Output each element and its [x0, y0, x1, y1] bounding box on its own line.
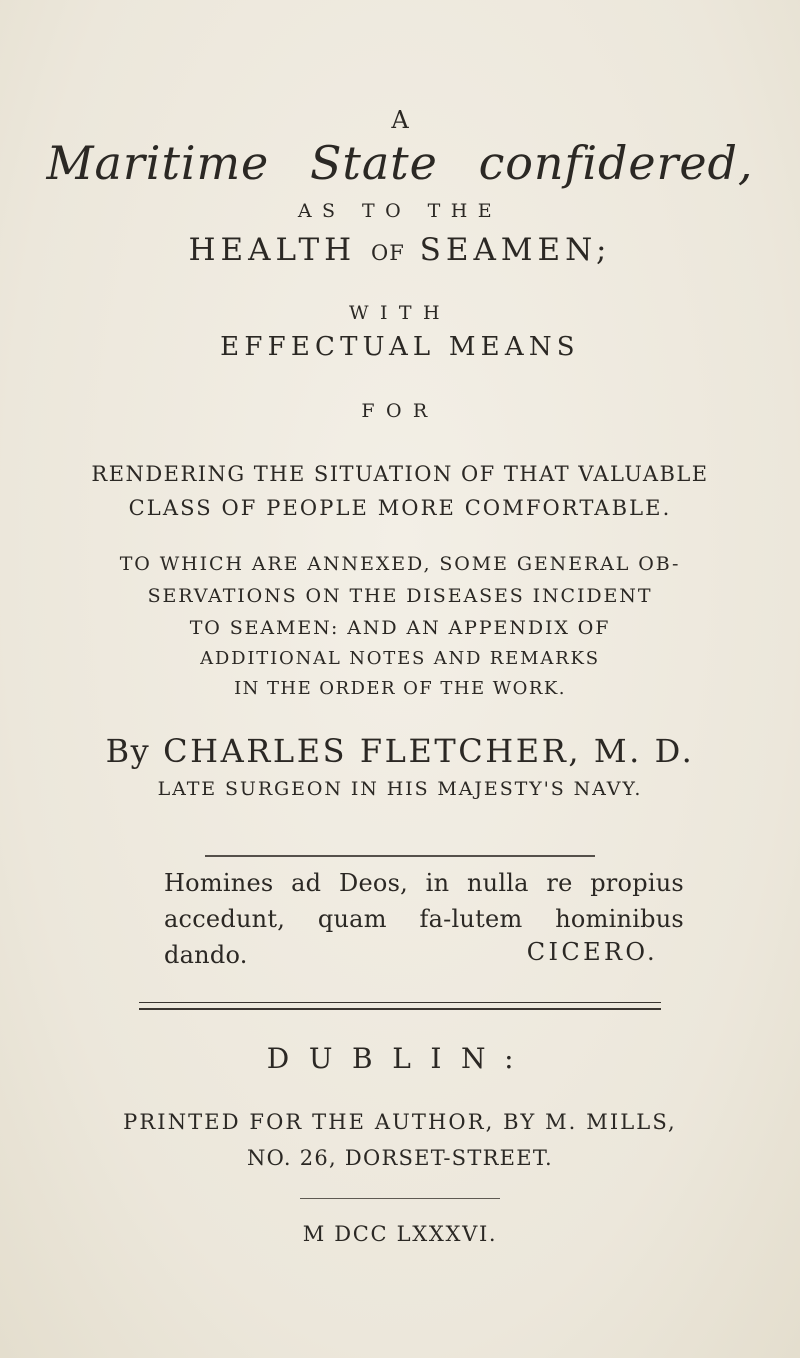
class-of-people-line: CLASS OF PEOPLE MORE COMFORTABLE. [128, 496, 672, 520]
double-rule-top [139, 1002, 661, 1003]
as-to-the-line: AS TO THE [297, 200, 503, 222]
short-rule [300, 1198, 500, 1199]
of-word: OF [370, 241, 405, 265]
annexed-line-1: TO WHICH ARE ANNEXED, SOME GENERAL OB- [119, 553, 681, 575]
annexed-line-2: SERVATIONS ON THE DISEASES INCIDENT [147, 585, 653, 607]
effectual-means-line: EFFECTUAL MEANS [220, 332, 580, 362]
author-title: LATE SURGEON IN HIS MAJESTY'S NAVY. [157, 778, 643, 800]
health-word: HEALTH [188, 232, 357, 268]
motto-attribution: CICERO. [526, 938, 658, 966]
imprint-date: M DCC LXXXVI. [302, 1222, 498, 1246]
printer-line: PRINTED FOR THE AUTHOR, BY M. MILLS, [123, 1110, 677, 1134]
printer-address: NO. 26, DORSET-STREET. [247, 1146, 553, 1170]
title-article: A [391, 106, 409, 134]
annexed-line-5: IN THE ORDER OF THE WORK. [234, 678, 566, 699]
divider-rule [205, 855, 595, 857]
main-title: Maritime State confidered, [46, 136, 754, 190]
latin-motto: Homines ad Deos, in nulla re propius accedunt, quam fa-lutem hominibus dando. [164, 869, 684, 969]
annexed-line-3: TO SEAMEN: AND AN APPENDIX OF [189, 617, 611, 639]
imprint-city: DUBLIN: [266, 1042, 534, 1075]
author-line [0, 732, 800, 770]
author-name: CHARLES FLETCHER, M. D. [163, 732, 695, 770]
rendering-line: RENDERING THE SITUATION OF THAT VALUABLE [91, 462, 709, 486]
seamen-word: SEAMEN; [419, 232, 612, 268]
by-word: By [105, 732, 151, 770]
annexed-line-4: ADDITIONAL NOTES AND REMARKS [200, 648, 600, 669]
health-of-seamen-line [0, 232, 800, 268]
with-line: WITH [349, 302, 451, 324]
double-rule-bottom [139, 1008, 661, 1010]
for-line: FOR [361, 400, 439, 422]
